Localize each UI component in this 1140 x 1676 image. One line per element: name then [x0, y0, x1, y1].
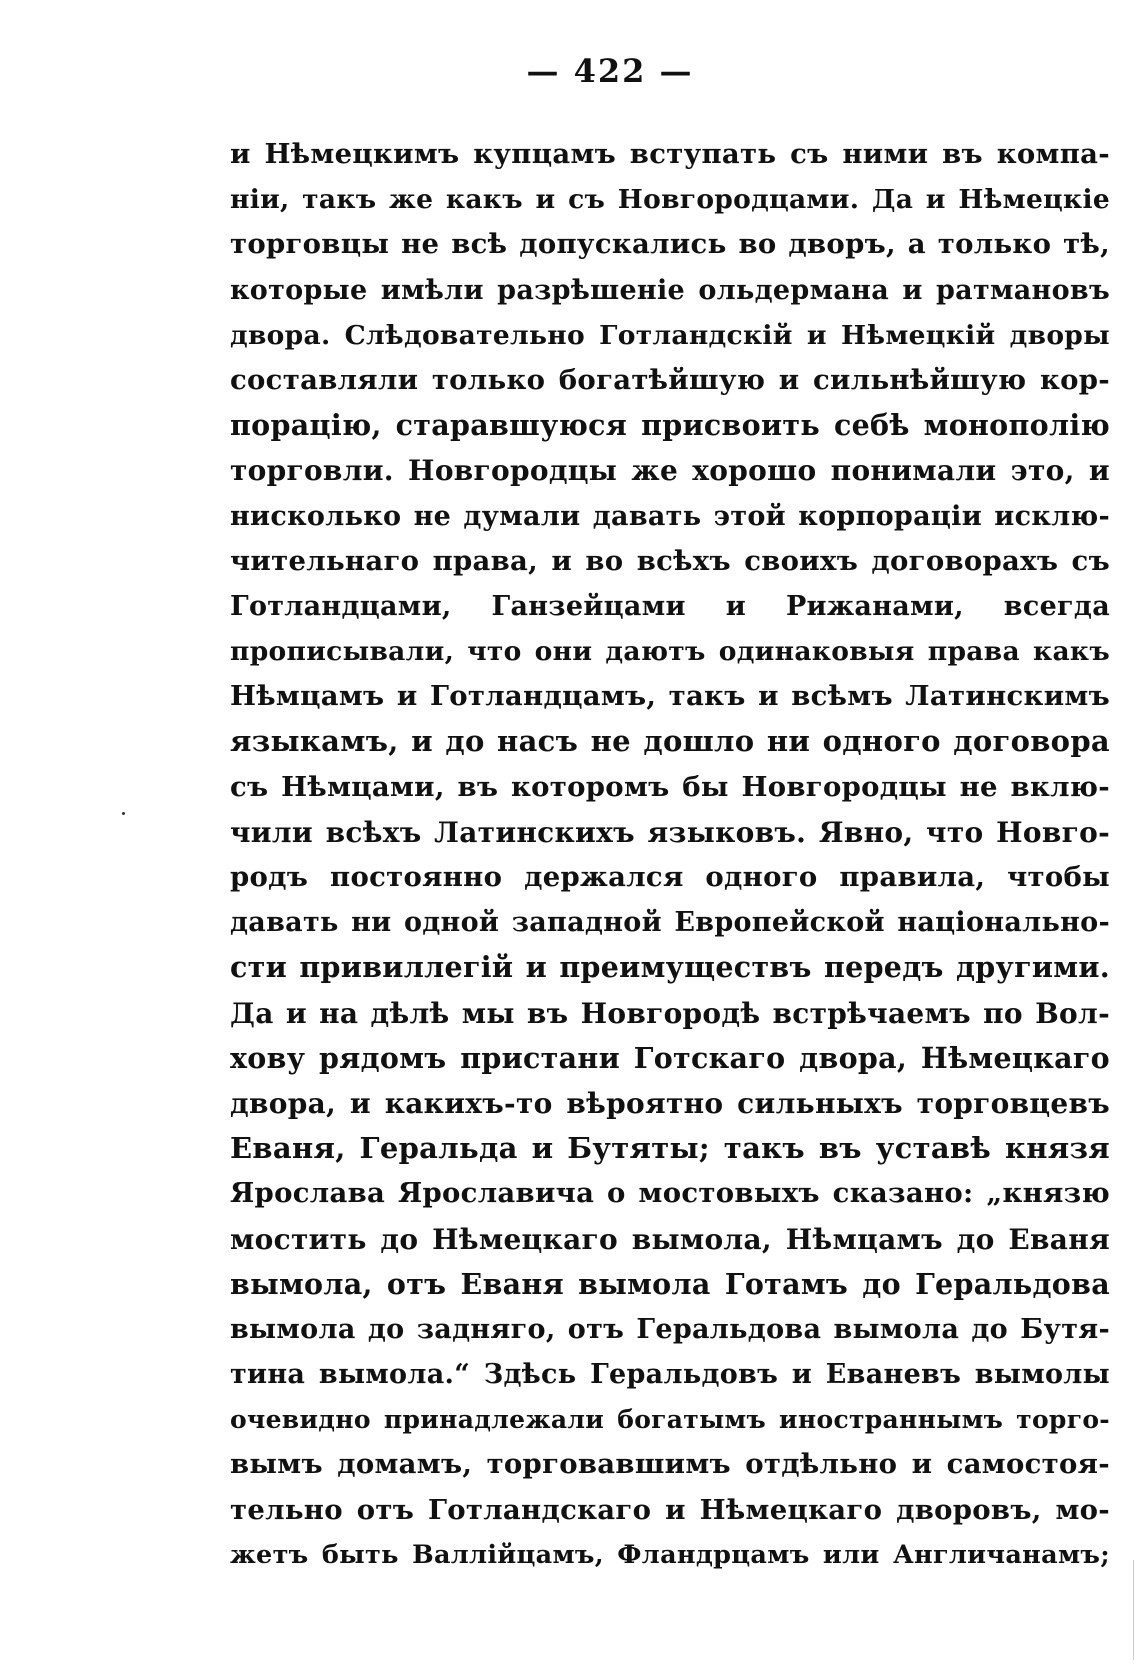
text-line: [230, 674, 1110, 719]
text-line: [230, 1262, 1110, 1307]
text-line-content: порацію, старавшуюся присвоить себѣ монополію: [230, 408, 1110, 443]
text-line: [230, 1533, 1110, 1578]
text-line-content: вымола до задняго, отъ Геральдова вымола до Бутя-: [230, 1313, 1110, 1345]
text-line: [230, 539, 1110, 584]
text-line-content: нисколько не думали давать этой корпораціи исклю-: [230, 500, 1110, 532]
text-line: [230, 448, 1110, 493]
text-line-content: которые имѣли разрѣшеніе ольдермана и ратмановъ: [230, 274, 1110, 306]
text-line-content: и Нѣмецкимъ купцамъ вступать съ ними въ компа-: [230, 138, 1110, 170]
text-line: [230, 855, 1110, 900]
body-text: [230, 132, 1110, 1578]
text-line: [230, 132, 1110, 177]
text-line: [230, 358, 1110, 403]
text-line-content: двора, и какихъ-то вѣроятно сильныхъ торговцевъ: [230, 1086, 1110, 1120]
scan-edge-mark: [1133, 1560, 1134, 1660]
text-line-content: вымъ домамъ, торговавшимъ отдѣльно и самостоя-: [230, 1448, 1110, 1481]
text-line-content: прописывали, что они даютъ одинаковыя права какъ: [230, 636, 1110, 668]
text-line: [230, 765, 1110, 810]
text-line: [230, 1036, 1110, 1081]
text-line-content: очевидно принадлежали богатымъ иностраннымъ торго-: [230, 1405, 1110, 1435]
text-line-content: тельно отъ Готландскаго и Нѣмецкаго дворовъ, мо-: [230, 1493, 1110, 1526]
text-line-content: съ Нѣмцами, въ которомъ бы Новгородцы не вклю-: [230, 770, 1110, 803]
scan-speck: [122, 812, 125, 815]
text-line: [230, 1397, 1110, 1442]
text-line: [230, 1352, 1110, 1397]
text-line: [230, 494, 1110, 539]
text-line: [230, 1488, 1110, 1533]
text-line: [230, 403, 1110, 448]
text-line-content: языкамъ, и до насъ не дошло ни одного договора: [230, 724, 1110, 759]
text-line: [230, 222, 1110, 267]
text-line-content: хову рядомъ пристани Готскаго двора, Нѣмецкаго: [230, 1040, 1110, 1075]
text-line: [230, 1081, 1110, 1126]
text-line: [230, 629, 1110, 674]
text-line: [230, 1217, 1110, 1262]
text-line: [230, 313, 1110, 358]
text-line: [230, 810, 1110, 855]
text-line-content: Готландцами, Ганзейцами и Рижанами, всегда: [230, 590, 1110, 622]
text-line-content: чительнаго права, и во всѣхъ своихъ договорахъ съ: [230, 544, 1110, 577]
text-line-content: мостить до Нѣмецкаго вымола, Нѣмцамъ до Еваня: [230, 1222, 1110, 1256]
text-line-content: составляли только богатѣйшую и сильнѣйшую кор-: [230, 363, 1110, 396]
text-line-content: торговцы не всѣ допускались во дворъ, а только тѣ,: [230, 228, 1110, 261]
text-line: [230, 1307, 1110, 1352]
text-line-content: Ярослава Ярославича о мостовыхъ сказано: „князю: [230, 1177, 1110, 1210]
text-line-content: сти привиллегій и преимуществъ передъ другими.: [230, 950, 1110, 985]
text-line-content: Нѣмцамъ и Готландцамъ, такъ и всѣмъ Латинскимъ: [230, 680, 1110, 713]
text-line: [230, 177, 1110, 222]
text-line: [230, 945, 1110, 990]
text-line-content: торговли. Новгородцы же хорошо понимали это, и: [230, 454, 1110, 488]
text-line-content: давать ни одной западной Европейской національно-: [230, 907, 1110, 939]
text-line-content: Еваня, Геральда и Бутяты; такъ въ уставѣ князя: [230, 1131, 1110, 1166]
text-line-content: тина вымола.“ Здѣсь Геральдовъ и Еваневъ вымолы: [230, 1359, 1110, 1391]
text-line: [230, 991, 1110, 1036]
text-line-content: жетъ быть Валлійцамъ, Фландрцамъ или Англичанамъ;: [230, 1539, 1110, 1570]
text-line: [230, 900, 1110, 945]
text-line: [230, 719, 1110, 764]
text-line-content: вымола, отъ Еваня вымола Готамъ до Геральдова: [230, 1266, 1110, 1301]
text-line-content: ніи, такъ же какъ и съ Новгородцами. Да и Нѣмецкіе: [230, 184, 1110, 216]
page-number: — 422 —: [526, 52, 694, 90]
text-line-content: Да и на дѣлѣ мы въ Новгородѣ встрѣчаемъ по Вол-: [230, 996, 1110, 1030]
text-line-content: чили всѣхъ Латинскихъ языковъ. Явно, что Новго-: [230, 815, 1110, 849]
text-line-content: двора. Слѣдовательно Готландскій и Нѣмецкій дворы: [230, 319, 1110, 351]
text-line: [230, 1126, 1110, 1171]
text-line-content: родъ постоянно держался одного правила, чтобы: [230, 861, 1110, 893]
text-line: [230, 1442, 1110, 1487]
text-line: [230, 584, 1110, 629]
text-line: [230, 268, 1110, 313]
text-line: [230, 1171, 1110, 1216]
